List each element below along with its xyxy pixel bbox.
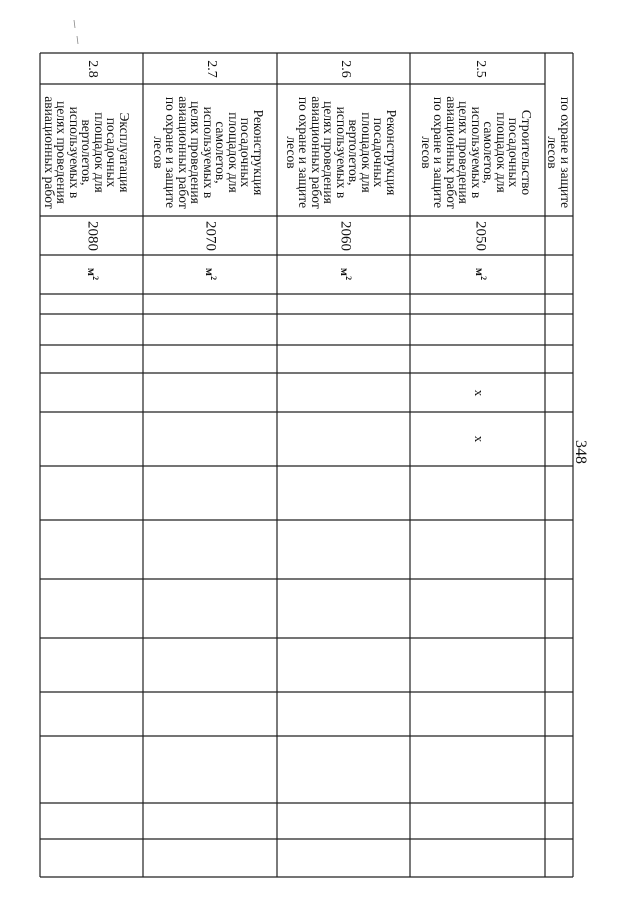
row-code: 2050 [472,221,489,251]
row-unit: $м^2$ [203,267,218,281]
row-unit: $м^2$ [473,267,488,281]
row-unit: $м^2$ [85,267,100,281]
row-number: 2.7 [204,60,219,78]
header-row-text: по охране и защите лесов [545,96,573,209]
row-name: Реконструкция посадочных площадок для вертолетов, используемых в целях проведения авиационных работ по охране и защите лесов [284,96,399,209]
row-number: 2.6 [338,60,353,78]
page-number: 348 [572,440,589,464]
row-name: Реконструкция посадочных площадок для самолетов, используемых в целях проведения авиационных работ по охране и защите лесов [151,96,266,209]
row-code: 2070 [202,221,219,251]
row-code: 2080 [84,221,101,251]
row-number: 2.5 [473,60,488,78]
row-name: Строительство посадочных площадок для самолетов, используемых в целях проведения авиационных работ по охране и защите лесов [419,96,534,209]
row-code: 2060 [337,221,354,251]
row-mark: x [472,389,487,397]
row-number: 2.8 [85,60,100,78]
row-mark: x [472,435,487,443]
row-unit: $м^2$ [338,267,353,281]
row-name: Эксплуатация посадочных площадок для вертолетов, используемых в целях проведения авиационных работ [42,96,132,209]
